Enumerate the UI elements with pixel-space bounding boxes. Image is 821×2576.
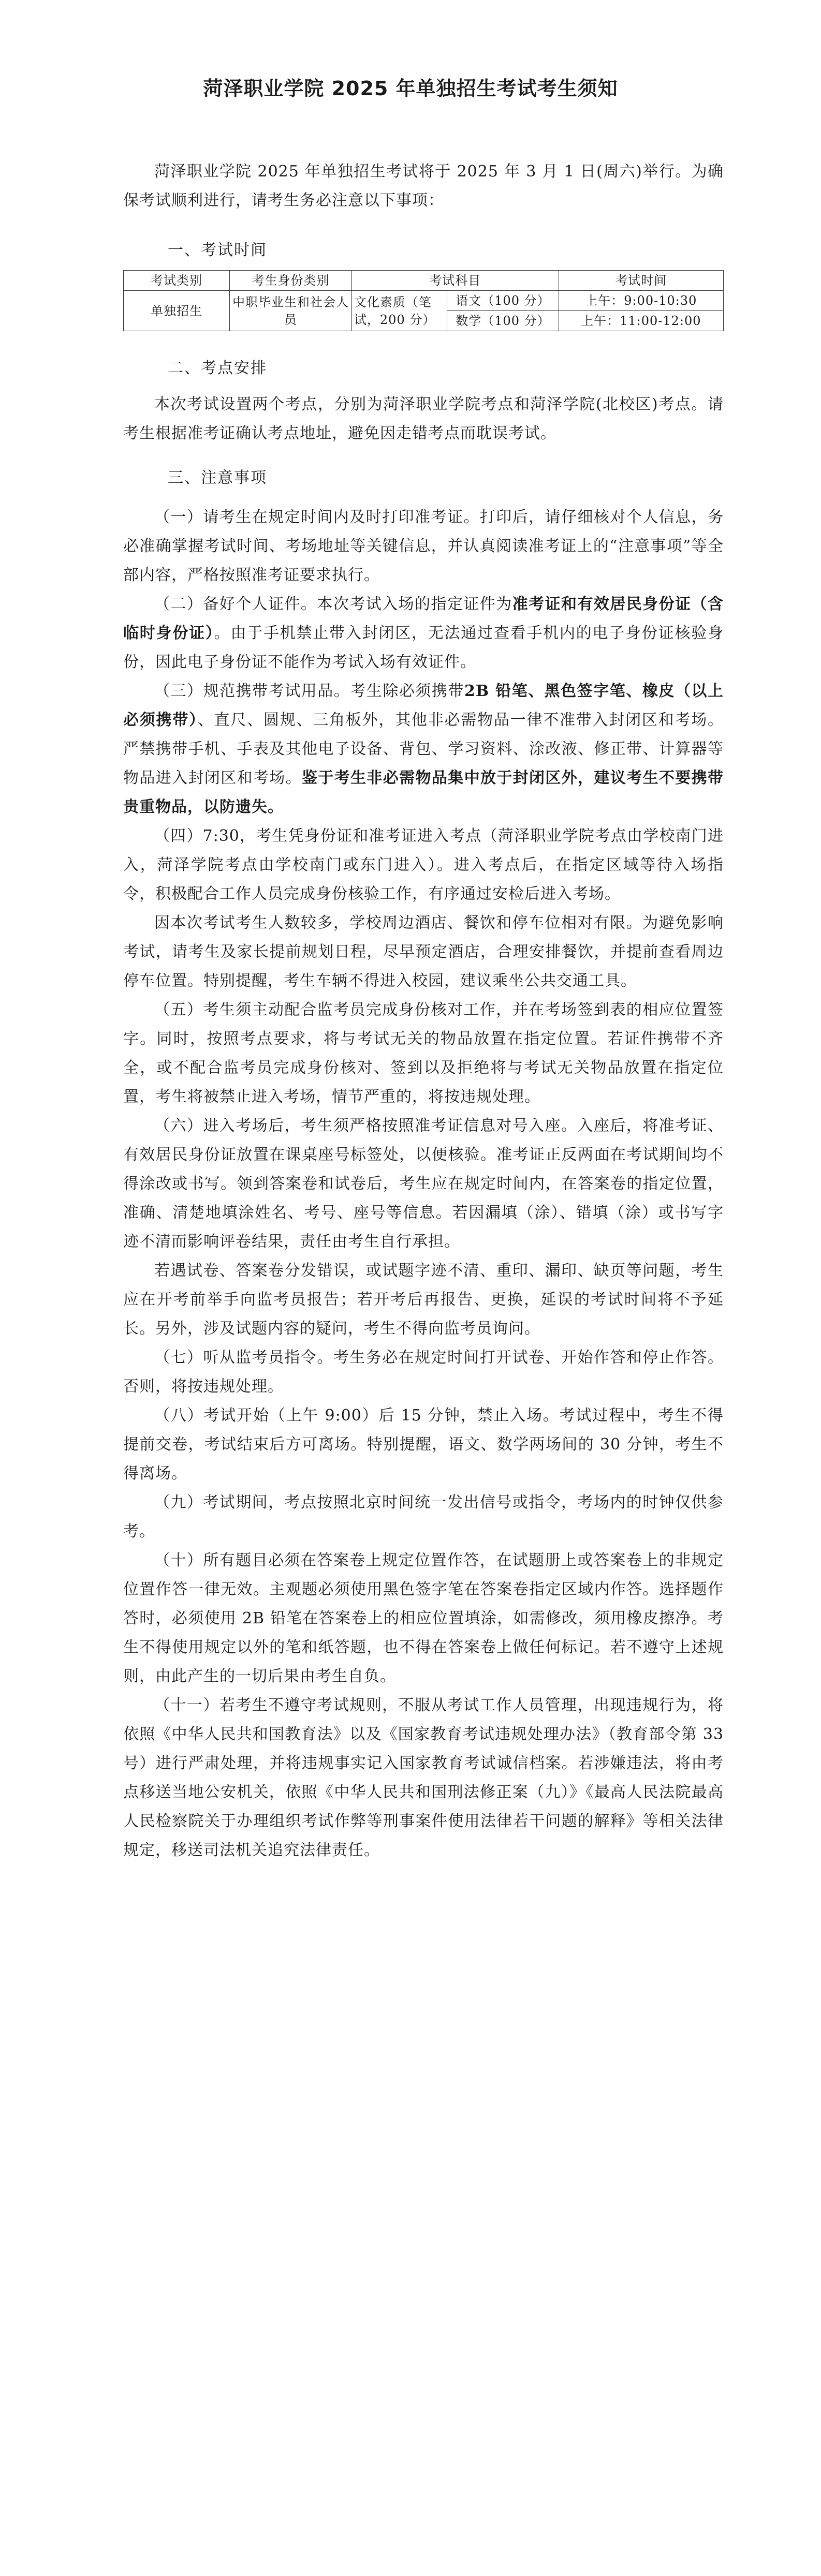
note-item-6-extra: 若遇试卷、答案卷分发错误，或试题字迹不清、重印、漏印、缺页等问题，考生应在开考前举手向监考员报告；若开考后再报告、更换，延误的考试时间将不予延长。另外，涉及试题内容的疑问，考生不得向监考员询问。 — [123, 1262, 724, 1338]
note-emphasis: 鉴于考生非必需物品集中放于封闭区外，建议考生不要携带贵重物品，以防遗失。 — [123, 769, 724, 816]
intro-paragraph: 菏泽职业学院 2025 年单独招生考试将于 2025 年 3 月 1 日(周六)举行。为确保考试顺利进行，请考生务必注意以下事项： — [123, 162, 724, 210]
section-heading-notes: 三、注意事项 — [168, 469, 267, 487]
note-item-6: （六）进入考场后，考生须严格按照准考证信息对号入座。入座后，将准考证、有效居民身份证放置在课桌座号标签处，以便核验。准考证正反两面在考试期间均不得涂改或书写。领到答案卷和试卷后，考生应在规定时间内，在答案卷的指定位置，准确、清楚地填涂姓名、考号、座号等信息。若因漏填（涂）、错填（涂）或书写字迹不清而影响评卷结果，责任由考生自行承担。 — [123, 1117, 724, 1251]
note-item-11: （十一）若考生不遵守考试规则，不服从考试工作人员管理，出现违规行为，将依照《中华人民共和国教育法》以及《国家教育考试违规处理办法》（教育部令第 33 号）进行严肃处理，并将违规事实记入国家教育考试诚信档案。若涉嫌违法，将由考点移送当地公安机关，依照《中华人民共和国刑法修正案（九）》《最高人民法院最高人民检察院关于办理组织考试作弊等刑事案件使用法律若干问题的解释》等相关法律规定，移送司法机关追究法律责任。 — [123, 1696, 724, 1859]
table-cell-subject-group: 文化素质（笔试，200 分） — [351, 291, 447, 331]
exam-schedule-table — [123, 270, 724, 331]
table-header: 考试时间 — [559, 271, 723, 291]
note-text: （三）规范携带考试用品。考生除必须携带 — [154, 682, 464, 700]
section-heading-exam-time: 一、考试时间 — [168, 241, 267, 259]
note-text: （二）备好个人证件。本次考试入场的指定证件为 — [154, 595, 512, 613]
note-item-8: （八）考试开始（上午 9:00）后 15 分钟，禁止入场。考试过程中，考生不得提前交卷，考试结束后方可离场。特别提醒，语文、数学两场间的 30 分钟，考生不得离场。 — [123, 1407, 724, 1483]
table-header: 考试类别 — [124, 271, 230, 291]
table-cell-subject: 语文（100 分） — [447, 291, 559, 311]
note-item-10: （十）所有题目必须在答案卷上规定位置作答，在试题册上或答案卷上的非规定位置作答一律无效。主观题必须使用黑色签字笔在答案卷指定区域内作答。选择题作答时，必须使用 2B 铅笔在答案卷上的相应位置填涂，如需修改，须用橡皮擦净。考生不得使用规定以外的笔和纸答题，也不得在答案卷上做任何标记。若不遵守上述规则，由此产生的一切后果由考生自负。 — [123, 1551, 724, 1685]
document-title: 菏泽职业学院 2025 年单独招生考试考生须知 — [203, 77, 618, 100]
note-item-5: （五）考生须主动配合监考员完成身份核对工作，并在考场签到表的相应位置签字。同时，按照考点要求，将与考试无关的物品放置在指定位置。若证件携带不齐全，或不配合监考员完成身份核对、签到以及拒绝将与考试无关物品放置在指定位置，考生将被禁止进入考场，情节严重的，将按违规处理。 — [123, 1001, 724, 1106]
table-cell-subject: 数学（100 分） — [447, 311, 559, 331]
table-cell-exam-type: 单独招生 — [124, 291, 230, 331]
table-header-row — [124, 271, 724, 291]
note-item-4-extra: 因本次考试考生人数较多，学校周边酒店、餐饮和停车位相对有限。为避免影响考试，请考生及家长提前规划日程，尽早预定酒店，合理安排餐饮，并提前查看周边停车位置。特别提醒，考生车辆不得进入校园，建议乘坐公共交通工具。 — [123, 914, 724, 990]
note-emphasis: 准考证和有效居民身份证（含临时身份证） — [123, 595, 724, 642]
note-item-4: （四）7:30，考生凭身份证和准考证进入考点（菏泽职业学院考点由学校南门进入，菏泽学院考点由学校南门或东门进入）。进入考点后，在指定区域等待入场指令，积极配合工作人员完成身份核验工作，有序通过安检后进入考场。 — [123, 827, 724, 903]
section-heading-venues: 二、考点安排 — [168, 359, 267, 377]
note-item-9: （九）考试期间，考点按照北京时间统一发出信号或指令，考场内的时钟仅供参考。 — [123, 1493, 724, 1541]
note-item-7: （七）听从监考员指令。考生务必在规定时间打开试卷、开始作答和停止作答。否则，将按违规处理。 — [123, 1349, 724, 1396]
table-cell-time: 上午：11:00-12:00 — [559, 311, 723, 331]
note-item-2 — [123, 590, 724, 677]
document-body — [123, 157, 724, 1865]
table-cell-time: 上午：9:00-10:30 — [559, 291, 723, 311]
note-emphasis: 2B 铅笔、黑色签字笔、橡皮（以上必须携带） — [123, 682, 724, 729]
note-text: 、直尺、圆规、三角板外，其他非必需物品一律不准带入封闭区和考场。严禁携带手机、手表及其他电子设备、背包、学习资料、涂改液、修正带、计算器等物品进入封闭区和考场。 — [123, 711, 724, 787]
venues-paragraph: 本次考试设置两个考点，分别为菏泽职业学院考点和菏泽学院(北校区)考点。请考生根据准考证确认考点地址，避免因走错考点而耽误考试。 — [123, 395, 724, 442]
note-item-3 — [123, 677, 724, 822]
note-item-1: （一）请考生在规定时间内及时打印准考证。打印后，请仔细核对个人信息，务必准确掌握考试时间、考场地址等关键信息，并认真阅读准考证上的“注意事项”等全部内容，严格按照准考证要求执行。 — [123, 508, 724, 584]
table-header: 考试科目 — [351, 271, 559, 291]
table-cell-identity: 中职毕业生和社会人员 — [230, 291, 352, 331]
table-row — [124, 291, 724, 311]
table-header: 考生身份类别 — [230, 271, 352, 291]
note-text: 。由于手机禁止带入封闭区，无法通过查看手机内的电子身份证核验身份，因此电子身份证不能作为考试入场有效证件。 — [123, 624, 724, 671]
